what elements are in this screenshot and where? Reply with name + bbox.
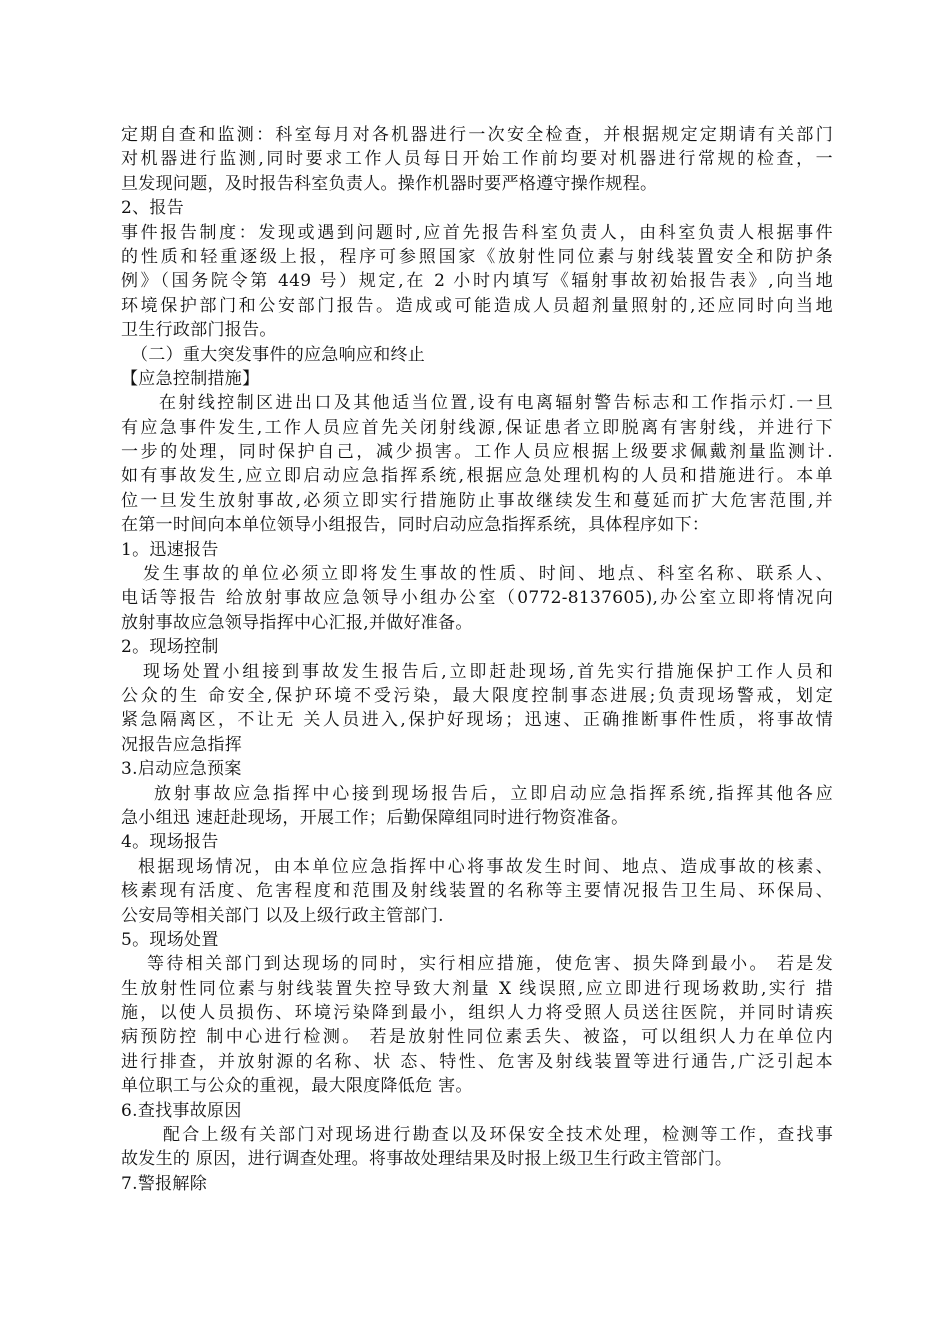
- section-heading: 3.启动应急预案: [121, 759, 242, 780]
- paragraph-line: 在射线控制区进出口及其他适当位置,设有电离辐射警告标志和工作指示灯.一旦: [159, 393, 833, 414]
- paragraph-line: 放射事故应急领导指挥中心汇报,并做好准备。: [121, 612, 473, 633]
- paragraph-line: 急小组迅 速赶赴现场，开展工作；后勤保障组同时进行物资准备。: [121, 807, 629, 828]
- section-heading: 7.警报解除: [121, 1173, 208, 1194]
- paragraph-line: 等待相关部门到达现场的同时，实行相应措施，使危害、损失降到最小。 若是发: [147, 954, 833, 975]
- paragraph-line: 故发生的 原因，进行调查处理。将事故处理结果及时报上级卫生行政主管部门。: [121, 1149, 733, 1170]
- paragraph-line: 卫生行政部门报告。: [121, 320, 277, 341]
- paragraph-line: 放射事故应急指挥中心接到现场报告后，立即启动应急指挥系统,指挥其他各应: [154, 783, 833, 804]
- paragraph-line: 环境保护部门和公安部门报告。造成或可能造成人员超剂量照射的,还应同时向当地: [121, 295, 833, 316]
- paragraph-line: 现场处置小组接到事故发生报告后,立即赶赴现场,首先实行措施保护工作人员和: [143, 661, 833, 682]
- paragraph-line: 的性质和轻重逐级上报，程序可参照国家《放射性同位素与射线装置安全和防护条: [121, 246, 833, 267]
- section-heading: 2、报告: [121, 198, 185, 219]
- paragraph-line: 事件报告制度：发现或遇到问题时,应首先报告科室负责人，由科室负责人根据事件: [121, 222, 833, 243]
- paragraph-line: 进行排查，并放射源的名称、状 态、特性、危害及射线装置等进行通告,广泛引起本: [121, 1051, 833, 1072]
- paragraph-line: 配合上级有关部门对现场进行勘查以及环保安全技术处理，检测等工作，查找事: [163, 1125, 833, 1146]
- paragraph-line: 公众的生 命安全,保护环境不受污染，最大限度控制事态进展;负责现场警戒，划定: [121, 685, 833, 706]
- section-heading: 4。现场报告: [121, 832, 219, 853]
- paragraph-line: 有应急事件发生,工作人员应首先关闭射线源,保证患者立即脱离有害射线，并进行下: [121, 417, 833, 438]
- section-heading: 2。现场控制: [121, 637, 219, 658]
- paragraph-line: 生放射性同位素与射线装置失控导致大剂量 X 线误照,应立即进行现场救助,实行 措: [121, 978, 833, 999]
- paragraph-line: 根据现场情况，由本单位应急指挥中心将事故发生时间、地点、造成事故的核素、: [138, 856, 833, 877]
- paragraph-line: 病预防控 制中心进行检测。 若是放射性同位素丢失、被盗，可以组织人力在单位内: [121, 1027, 833, 1048]
- paragraph-line: 定期自查和监测：科室每月对各机器进行一次安全检查，并根据规定定期请有关部门: [121, 125, 833, 145]
- paragraph-line: 位一旦发生放射事故,必须立即实行措施防止事故继续发生和蔓延而扩大危害范围,并: [121, 490, 833, 511]
- paragraph-line: 一步的处理，同时保护自己，减少损害。工作人员应根据上级要求佩戴剂量监测计.: [121, 442, 833, 463]
- paragraph-line: 核素现有活度、危害程度和范围及射线装置的名称等主要情况报告卫生局、环保局、: [121, 881, 833, 902]
- paragraph-line: 电话等报告 给放射事故应急领导小组办公室（0772-8137605),办公室立即将情况向: [121, 588, 833, 609]
- paragraph-line: 施，以使人员损伤、环境污染降到最小，组织人力将受照人员送往医院，并同时请疾: [121, 1003, 833, 1024]
- paragraph-line: 单位职工与公众的重视，最大限度降低危 害。: [121, 1076, 473, 1097]
- section-heading: 6.查找事故原因: [121, 1100, 242, 1121]
- paragraph-line: 对机器进行监测,同时要求工作人员每日开始工作前均要对机器进行常规的检查，一: [121, 149, 833, 170]
- section-heading: 5。现场处置: [121, 929, 219, 950]
- document-page: [121, 123, 833, 1196]
- paragraph-line: 旦发现问题，及时报告科室负责人。操作机器时要严格遵守操作规程。: [121, 173, 658, 194]
- paragraph-line: 如有事故发生,应立即启动应急指挥系统,根据应急处理机构的人员和措施进行。本单: [121, 466, 833, 487]
- paragraph-line: 况报告应急指挥: [121, 734, 243, 755]
- paragraph-line: 在第一时间向本单位领导小组报告，同时启动应急指挥系统，具体程序如下：: [121, 515, 710, 536]
- section-heading: 1。迅速报告: [121, 539, 219, 560]
- section-heading: （二）重大突发事件的应急响应和终止: [131, 344, 426, 365]
- section-heading: 【应急控制措施】: [121, 368, 260, 389]
- paragraph-line: 紧急隔离区，不让无 关人员进入,保护好现场；迅速、正确推断事件性质，将事故情: [121, 710, 833, 731]
- paragraph-line: 例》（国务院令第 449 号）规定,在 2 小时内填写《辐射事故初始报告表》,向当地: [121, 271, 833, 292]
- paragraph-line: 发生事故的单位必须立即将发生事故的性质、时间、地点、科室名称、联系人、: [143, 564, 833, 585]
- paragraph-line: 公安局等相关部门 以及上级行政主管部门.: [121, 905, 444, 926]
